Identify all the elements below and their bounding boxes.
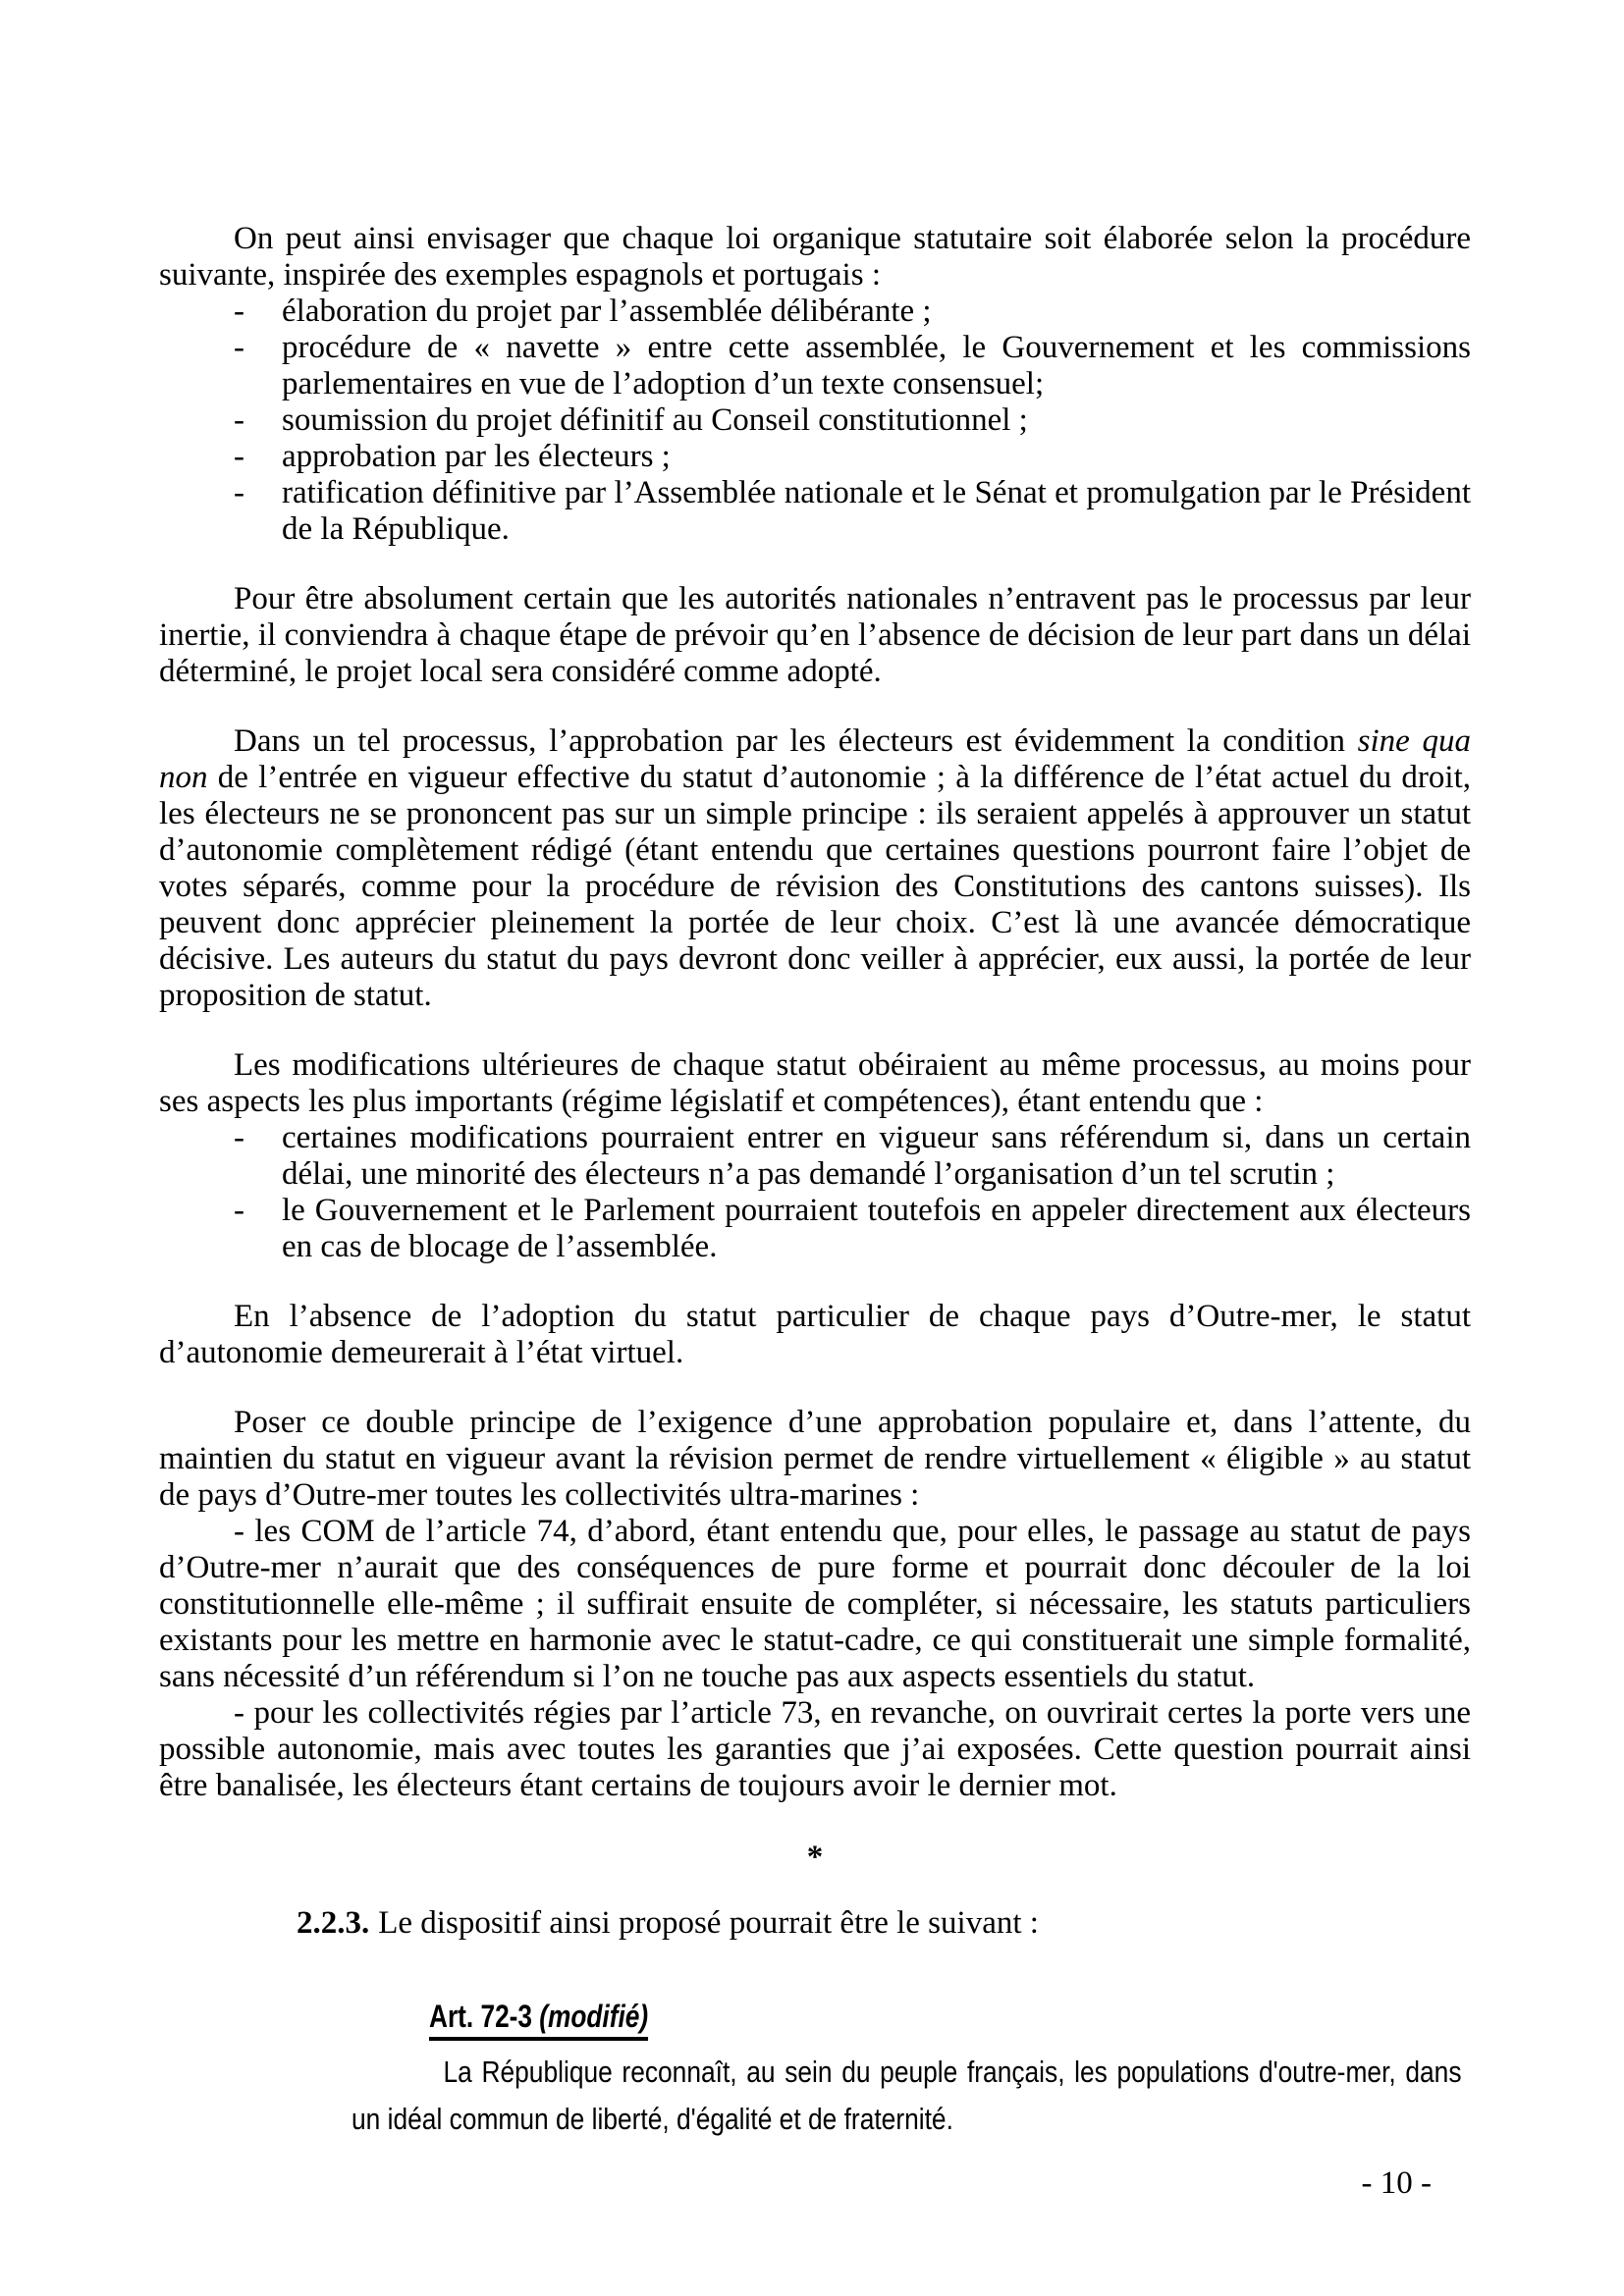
section-heading-223 (297, 1905, 1471, 1942)
paragraph-procedure-intro: On peut ainsi envisager que chaque loi organique statutaire soit élaborée selon la procédure suivante, inspirée des exemples espagnols et portugais : (159, 221, 1471, 293)
article-block (352, 1997, 1471, 2143)
list-item (159, 294, 1471, 330)
list-item (159, 402, 1471, 439)
list-item-text: le Gouvernement et le Parlement pourraient toutefois en appeler directement aux électeurs en cas de blocage de l’assemblée. (282, 1193, 1471, 1264)
list-item (159, 1193, 1471, 1265)
paragraph-statut-virtuel: En l’absence de l’adoption du statut particulier de chaque pays d’Outre-mer, le statut d’autonomie demeurerait à l’état virtuel. (159, 1299, 1471, 1370)
list-item (159, 1120, 1471, 1193)
paragraph-text: Dans un tel processus, l’approbation par les électeurs est évidemment la condition (234, 723, 1358, 759)
list-item-text: élaboration du projet par l’assemblée délibérante ; (282, 294, 932, 329)
section-number: 2.2.3. (297, 1905, 370, 1941)
list-item-text: certaines modifications pourraient entrer en vigueur sans référendum si, dans un certain délai, une minorité des électeurs n’a pas demandé l’organisation d’un tel scrutin ; (282, 1120, 1471, 1192)
paragraph-text: de l’entrée en vigueur effective du statut d’autonomie ; à la différence de l’état actuel du droit, les électeurs ne se prononcent pas sur un simple principe : ils seraient appelés à approuver un statut d’autonomie complètement rédigé (étant entendu que certaines questions pourront faire l’objet de votes séparés, comme pour la procédure de révision des Constitutions des cantons suisses). Ils peuvent donc apprécier pleinement la portée de leur choix. C’est là une avancée démocratique décisive. Les auteurs du statut du pays devront donc veiller à apprécier, eux aussi, la portée de leur proposition de statut. (159, 760, 1471, 1013)
paragraph-sine-qua-non (159, 723, 1471, 1014)
list-item-text: soumission du projet définitif au Conseil constitutionnel ; (282, 402, 1028, 438)
list-dash: - (234, 475, 244, 510)
list-item (159, 475, 1471, 548)
list-item-text: ratification définitive par l’Assemblée nationale et le Sénat et promulgation par le Président de la République. (282, 475, 1471, 547)
paragraph-inertie: Pour être absolument certain que les autorités nationales n’entravent pas le processus par leur inertie, il conviendra à chaque étape de prévoir qu’en l’absence de décision de leur part dans un délai déterminé, le projet local sera considéré comme adopté. (159, 581, 1471, 689)
list-dash: - (234, 1193, 244, 1228)
article-heading-modified: (modifié) (539, 1999, 649, 2034)
paragraph-article-73: - pour les collectivités régies par l’article 73, en revanche, on ouvrirait certes la porte vers une possible autonomie, mais avec toutes les garanties que j’ai exposées. Cette question pourrait ainsi être banalisée, les électeurs étant certains de toujours avoir le dernier mot. (159, 1695, 1471, 1803)
section-separator-asterisk: * (806, 1840, 824, 1875)
article-heading (429, 1997, 648, 2041)
list-dash: - (234, 294, 244, 329)
list-item (159, 330, 1471, 402)
list-dash: - (234, 330, 244, 365)
list-dash: - (234, 402, 244, 438)
list-item-text: procédure de « navette » entre cette assemblée, le Gouvernement et les commissions parlementaires en vue de l’adoption d’un texte consensuel; (282, 330, 1471, 401)
list-item-text: approbation par les électeurs ; (282, 439, 671, 474)
article-heading-main: Art. 72-3 (429, 1999, 540, 2034)
paragraph-double-principe: Poser ce double principe de l’exigence d’une approbation populaire et, dans l’attente, du maintien du statut en vigueur avant la révision permet de rendre virtuellement « éligible » au statut de pays d’Outre-mer toutes les collectivités ultra-marines : (159, 1405, 1471, 1513)
list-dash: - (234, 1120, 244, 1155)
list-dash: - (234, 439, 244, 474)
list-item (159, 439, 1471, 475)
paragraph-com-article-74: - les COM de l’article 74, d’abord, étant entendu que, pour elles, le passage au statut de pays d’Outre-mer n’aurait que des conséquences de pure forme et pourrait donc découler de la loi constitutionnelle elle-même ; il suffirait ensuite de compléter, si nécessaire, les statuts particuliers existants pour les mettre en harmonie avec le statut-cadre, ce qui constituerait une simple formalité, sans nécessité d’un référendum si l’on ne touche pas aux aspects essentiels du statut. (159, 1514, 1471, 1694)
page-number: - 10 - (1361, 2165, 1432, 2201)
article-body-text: La République reconnaît, au sein du peuple français, les populations d'outre-mer, dans un idéal commun de liberté, d'égalité et de fraternité. (352, 2055, 1462, 2136)
section-title: Le dispositif ainsi proposé pourrait être le suivant : (378, 1905, 1039, 1941)
italic-latin-phrase: sine qua non (159, 723, 1471, 795)
paragraph-modifications: Les modifications ultérieures de chaque statut obéiraient au même processus, au moins pour ses aspects les plus importants (régime législatif et compétences), étant entendu que : (159, 1047, 1471, 1119)
modifications-list (159, 1120, 1471, 1265)
procedure-list (159, 294, 1471, 548)
